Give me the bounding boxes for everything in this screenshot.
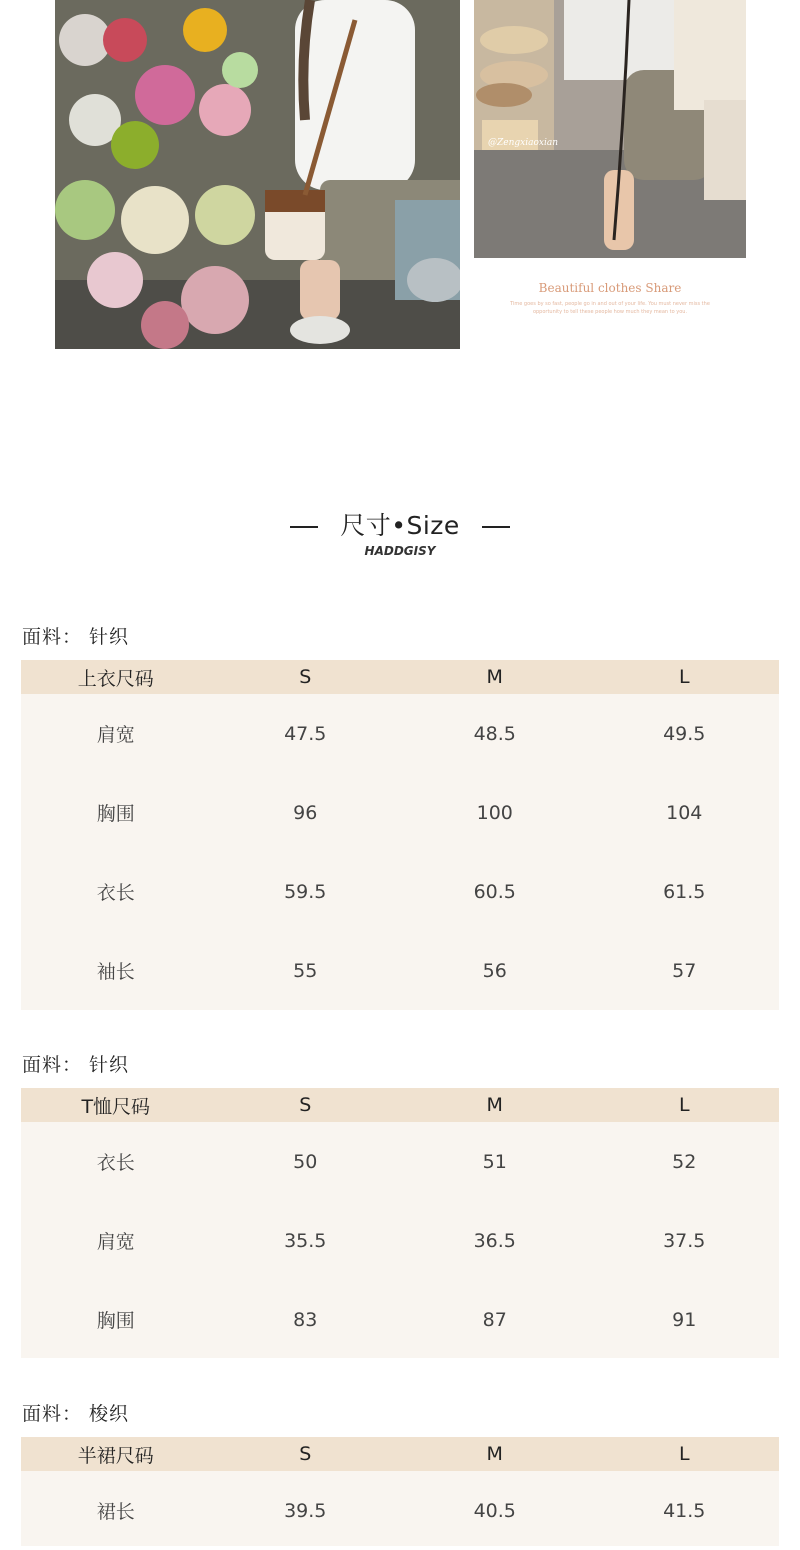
title-dash-right [482,526,510,528]
table-cell: 91 [672,1308,697,1331]
table-row [21,773,779,852]
table-cell: 57 [672,959,697,982]
table-cell: 100 [476,801,513,824]
table-cell: 35.5 [284,1229,327,1252]
table-cell: 41.5 [663,1499,706,1522]
table-cell: 48.5 [473,722,516,745]
header-cell: M [486,1094,503,1116]
size-table-top [21,660,779,1010]
table-cell: 60.5 [473,880,516,903]
table-cell: 衣长 [96,882,135,904]
table-cell: 39.5 [284,1499,327,1522]
header-cell: L [678,1094,690,1116]
brand-subtitle: HADDGISY [364,544,436,558]
size-table-tshirt [21,1088,779,1358]
table-cell: 37.5 [663,1229,706,1252]
table-cell: 衣长 [96,1152,135,1174]
table-cell: 51 [482,1150,507,1173]
header-cell: S [299,666,312,688]
table-row [21,1201,779,1280]
size-table-skirt [21,1437,779,1546]
product-photo-hat-shop [474,0,746,263]
size-section-header [0,506,800,558]
table-cell: 61.5 [663,880,706,903]
table-row [21,852,779,931]
table-cell: 52 [672,1150,697,1173]
table-cell: 59.5 [284,880,327,903]
table-cell: 87 [482,1308,507,1331]
table-header [21,1088,779,1122]
header-cell: T恤尺码 [81,1095,151,1118]
table-cell: 56 [482,959,507,982]
table-cell: 50 [293,1150,318,1173]
header-cell: S [299,1094,312,1116]
header-cell: 半裙尺码 [77,1444,154,1467]
header-cell: L [678,666,690,688]
table-header [21,660,779,694]
header-cell: S [299,1443,312,1465]
table-cell: 55 [293,959,318,982]
product-photo-flower-market [55,0,460,349]
table-cell: 36.5 [473,1229,516,1252]
header-cell: L [678,1443,690,1465]
size-title [0,506,800,542]
table-cell: 104 [666,801,703,824]
table-header [21,1437,779,1471]
table-cell: 胸围 [96,1310,135,1332]
table-cell: 83 [293,1308,318,1331]
photo-watermark: @Zengxiaoxian [488,138,558,148]
table-cell: 胸围 [96,803,135,825]
header-cell: M [486,1443,503,1465]
table-row [21,1122,779,1201]
table-cell: 袖长 [96,961,135,983]
table-cell: 肩宽 [96,724,135,746]
table-cell: 肩宽 [96,1231,135,1253]
fabric-label-tshirt: 面料： 针织 [22,1054,130,1076]
table-cell: 49.5 [663,722,706,745]
header-cell: 上衣尺码 [77,667,154,690]
title-dash-left [290,526,318,528]
table-row [21,1280,779,1359]
table-row [21,1471,779,1550]
header-cell: M [486,666,503,688]
share-caption-title: Beautiful clothes Share [538,281,682,295]
size-title-text: 尺寸•Size [340,511,460,540]
table-row [21,694,779,773]
table-row [21,931,779,1010]
table-cell: 96 [293,801,318,824]
table-cell: 40.5 [473,1499,516,1522]
fabric-label-top: 面料： 针织 [22,626,130,648]
fabric-label-skirt: 面料： 梭织 [22,1403,130,1425]
table-cell: 裙长 [96,1501,135,1523]
table-cell: 47.5 [284,722,327,745]
share-caption-text: Time goes by so fast, people go in and out of your life. You must never miss the opportunity to tell these people how much they mean to you. [510,301,710,315]
